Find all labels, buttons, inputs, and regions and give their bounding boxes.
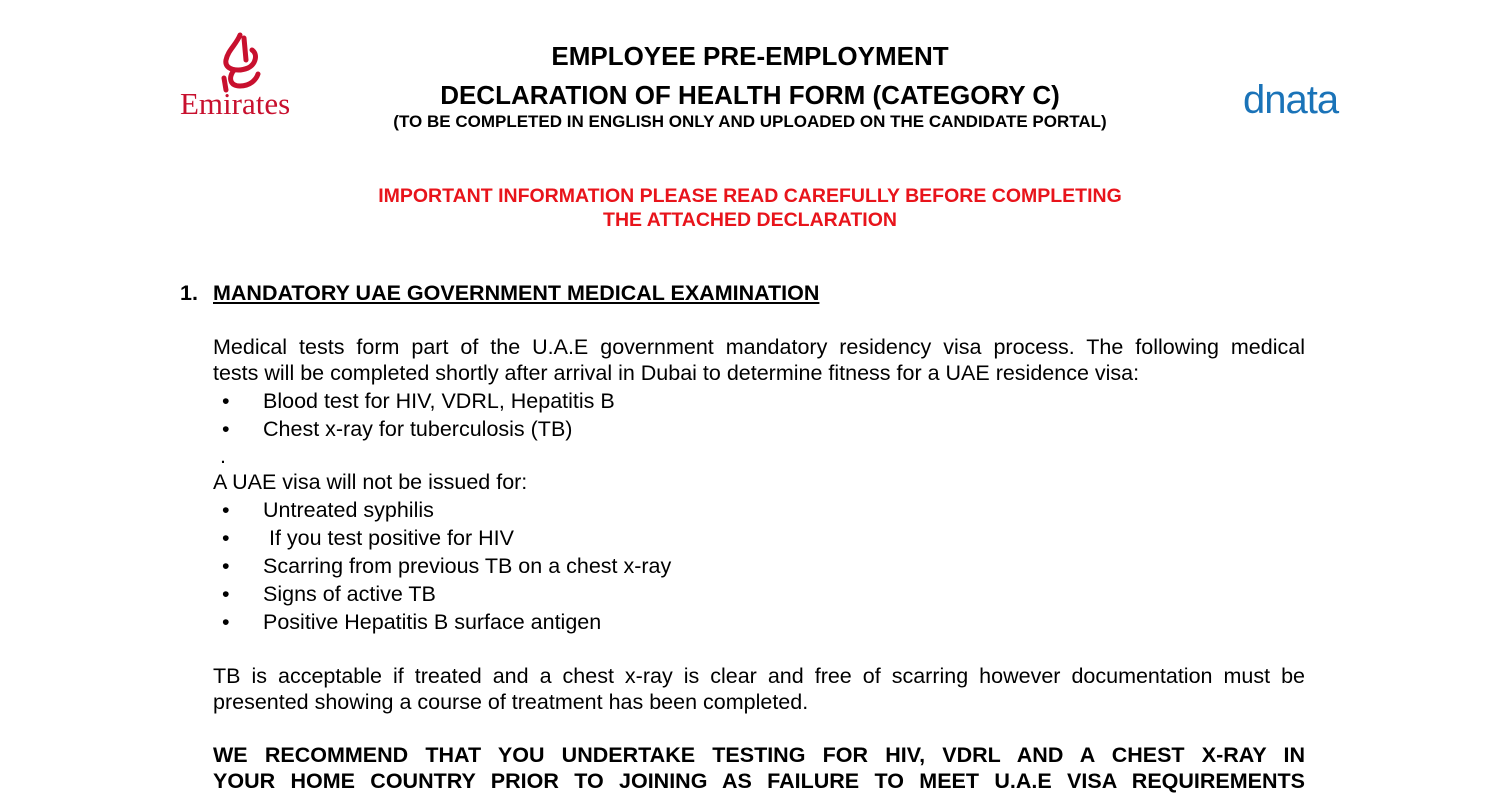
subtitle: (TO BE COMPLETED IN ENGLISH ONLY AND UPLOADED ON THE CANDIDATE PORTAL) — [393, 112, 1107, 131]
condition-item: Scarring from previous TB on a chest x-ray — [263, 554, 672, 578]
test-item: Blood test for HIV, VDRL, Hepatitis B — [263, 389, 615, 413]
bullet-icon: • — [222, 610, 230, 634]
dnata-logo: dnata — [1243, 78, 1339, 122]
bullet-icon: • — [222, 417, 230, 441]
tb-line-1: TB is acceptable if treated and a chest x-ray is clear and free of scarring however documentation must be — [213, 664, 1305, 688]
title-line-1: EMPLOYEE PRE-EMPLOYMENT — [551, 41, 949, 71]
notice-line-1: IMPORTANT INFORMATION PLEASE READ CAREFULLY BEFORE COMPLETING — [378, 185, 1122, 207]
stray-dot: . — [220, 444, 226, 468]
intro-line-2: tests will be completed shortly after arrival in Dubai to determine fitness for a UAE residence visa: — [213, 361, 1140, 385]
section-number: 1. — [180, 281, 198, 305]
emirates-wordmark: Emirates — [180, 86, 291, 121]
condition-item: If you test positive for HIV — [263, 526, 514, 550]
condition-item: Untreated syphilis — [263, 498, 434, 522]
bullet-icon: • — [222, 498, 230, 522]
not-issued-label: A UAE visa will not be issued for: — [213, 470, 528, 494]
recommend-line-1: WE RECOMMEND THAT YOU UNDERTAKE TESTING FOR HIV, VDRL AND A CHEST X-RAY IN — [213, 743, 1305, 767]
bullet-icon: • — [222, 389, 230, 413]
bullet-icon: • — [222, 526, 230, 550]
tb-line-2: presented showing a course of treatment has been completed. — [213, 690, 809, 714]
test-item: Chest x-ray for tuberculosis (TB) — [263, 417, 573, 441]
intro-line-1: Medical tests form part of the U.A.E government mandatory residency visa process. The following medical — [213, 335, 1305, 359]
recommend-line-2: YOUR HOME COUNTRY PRIOR TO JOINING AS FAILURE TO MEET U.A.E VISA REQUIREMENTS — [213, 769, 1305, 793]
section-heading: MANDATORY UAE GOVERNMENT MEDICAL EXAMINATION — [213, 281, 820, 305]
bullet-icon: • — [222, 582, 230, 606]
condition-item: Signs of active TB — [263, 582, 436, 606]
bullet-icon: • — [222, 554, 230, 578]
condition-item: Positive Hepatitis B surface antigen — [263, 610, 602, 634]
title-line-2: DECLARATION OF HEALTH FORM (CATEGORY C) — [440, 80, 1060, 110]
notice-line-2: THE ATTACHED DECLARATION — [603, 209, 897, 231]
